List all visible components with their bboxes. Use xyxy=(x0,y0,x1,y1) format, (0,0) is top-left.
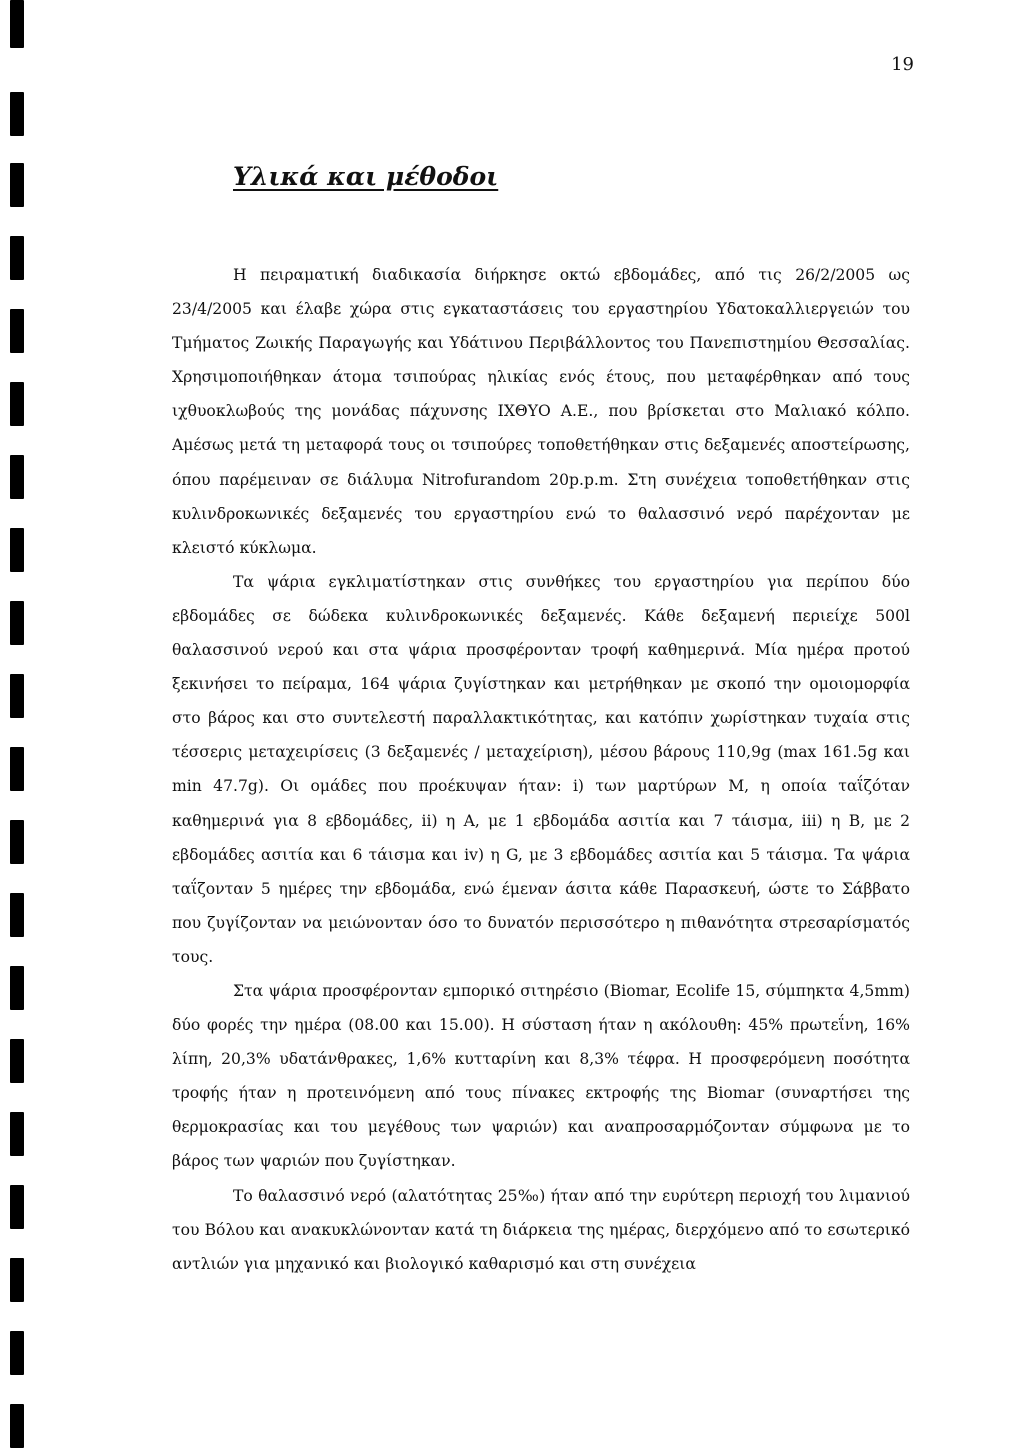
binding-mark xyxy=(10,455,24,499)
section-title: Υλικά και μέθοδοι xyxy=(233,162,499,191)
body-text xyxy=(172,258,910,1281)
binding-mark xyxy=(10,1331,24,1375)
binding-mark xyxy=(10,309,24,353)
binding-mark xyxy=(10,966,24,1010)
paragraph-1: Η πειραματική διαδικασία διήρκησε οκτώ εβδομάδες, από τις 26/2/2005 ως 23/4/2005 και έλαβε χώρα στις εγκαταστάσεις του εργαστηρίου Υδατοκαλλιεργειών του Τμήματος Ζωικής Παραγωγής και Υδάτινου Περιβάλλοντος του Πανεπιστημίου Θεσσαλίας. Χρησιμοποιήθηκαν άτομα τσιπούρας ηλικίας ενός έτους, που μεταφέρθηκαν από τους ιχθυοκλωβούς της μονάδας πάχυνσης ΙΧΘΥΟ Α.Ε., που βρίσκεται στο Μαλιακό κόλπο. Αμέσως μετά τη μεταφορά τους οι τσιπούρες τοποθετήθηκαν στις δεξαμενές αποστείρωσης, όπου παρέμειναν σε διάλυμα Nitrofurandom 20p.p.m. Στη συνέχεια τοποθετήθηκαν στις κυλινδροκωνικές δεξαμενές του εργαστηρίου ενώ το θαλασσινό νερό παρέχονταν με κλειστό κύκλωμα. xyxy=(172,266,910,557)
binding-mark xyxy=(10,163,24,207)
paragraph-4: Το θαλασσινό νερό (αλατότητας 25‰) ήταν από την ευρύτερη περιοχή του λιμανιού του Βόλου και ανακυκλώνονταν κατά τη διάρκεια της ημέρας, διερχόμενο από το εσωτερικό αντλιών για μηχανικό και βιολογικό καθαρισμό και στη συνέχεια xyxy=(172,1186,910,1273)
binding-mark xyxy=(10,601,24,645)
binding-mark xyxy=(10,528,24,572)
binding-mark xyxy=(10,1039,24,1083)
binding-mark xyxy=(10,236,24,280)
binding-mark xyxy=(10,92,24,136)
binding-mark xyxy=(10,382,24,426)
page-number: 19 xyxy=(891,54,914,75)
binding-mark xyxy=(10,1258,24,1302)
binding-mark xyxy=(10,820,24,864)
binding-mark xyxy=(10,747,24,791)
binding-mark xyxy=(10,0,24,48)
binding-mark xyxy=(10,1404,24,1448)
binding-mark xyxy=(10,1185,24,1229)
paragraph-3: Στα ψάρια προσφέρονταν εμπορικό σιτηρέσιο (Biomar, Ecolife 15, σύμπηκτα 4,5mm) δύο φορές την ημέρα (08.00 και 15.00). Η σύσταση ήταν η ακόλουθη: 45% πρωτεΐνη, 16% λίπη, 20,3% υδατάνθρακες, 1,6% κυτταρίνη και 8,3% τέφρα. Η προσφερόμενη ποσότητα τροφής ήταν η προτεινόμενη από τους πίνακες εκτροφής της Biomar (συναρτήσει της θερμοκρασίας και του μεγέθους των ψαριών) και αναπροσαρμόζονταν σύμφωνα με το βάρος των ψαριών που ζυγίστηκαν. xyxy=(172,981,910,1171)
binding-mark xyxy=(10,674,24,718)
paragraph-2: Τα ψάρια εγκλιματίστηκαν στις συνθήκες του εργαστηρίου για περίπου δύο εβδομάδες σε δώδεκα κυλινδροκωνικές δεξαμενές. Κάθε δεξαμενή περιείχε 500l θαλασσινού νερού και στα ψάρια προσφέρονταν τροφή καθημερινά. Μία ημέρα προτού ξεκινήσει το πείραμα, 164 ψάρια ζυγίστηκαν και μετρήθηκαν με σκοπό την ομοιομορφία στο βάρος και στο συντελεστή παραλλακτικότητας, και κατόπιν χωρίστηκαν τυχαία στις τέσσερις μεταχειρίσεις (3 δεξαμενές / μεταχείριση), μέσου βάρους 110,9g (max 161.5g και min 47.7g). Οι ομάδες που προέκυψαν ήταν: i) των μαρτύρων Μ, η οποία ταΐζόταν καθημερινά για 8 εβδομάδες, ii) η Α, με 1 εβδομάδα ασιτία και 7 τάισμα, iii) η Β, με 2 εβδομάδες ασιτία και 6 τάισμα και iv) η G, με 3 εβδομάδες ασιτία και 5 τάισμα. Τα ψάρια ταΐζονταν 5 ημέρες την εβδομάδα, ενώ έμεναν άσιτα κάθε Παρασκευή, ώστε το Σάββατο που ζυγίζονταν να μειώνονταν όσο το δυνατόν περισσότερο η πιθανότητα στρεσαρίσματός τους. xyxy=(172,572,910,966)
binding-mark xyxy=(10,1112,24,1156)
binding-mark xyxy=(10,893,24,937)
scan-binding-edge xyxy=(0,0,36,1449)
